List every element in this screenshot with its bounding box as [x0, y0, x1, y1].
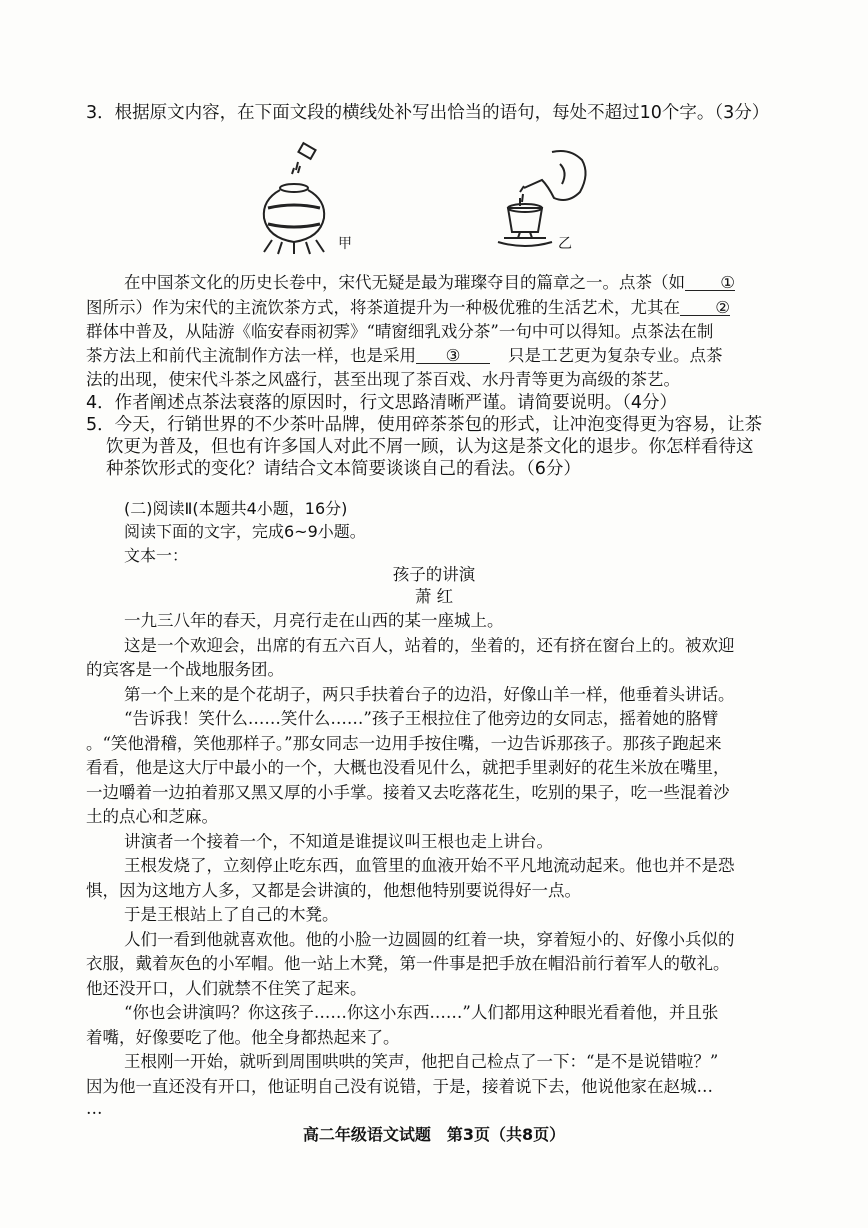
story-author: 萧 红 — [414, 587, 454, 606]
story-line: 衣服，戴着灰色的小军帽。他一站上木凳，第一件事是把手放在帽沿前行着军人的敬礼。 — [86, 954, 730, 973]
blank-3[interactable] — [416, 345, 490, 364]
story-line: 人们一看到他就喜欢他。他的小脸一边圆圆的红着一块，穿着短小的、好像小兵似的 — [124, 930, 735, 949]
section-2-heading: (二)阅读Ⅱ(本题共4小题，16分) — [124, 499, 348, 518]
q3-para-line-2 — [86, 297, 730, 319]
story-line: 。“笑他滑稽，笑他那样子。”那女同志一边用手按住嘴，一边告诉那孩子。那孩子跑起来 — [86, 734, 722, 753]
tea-pot-cup-illustration — [490, 146, 600, 258]
story-line: 土的点心和芝麻。 — [86, 807, 218, 826]
story-line: 于是王根站上了自己的木凳。 — [124, 905, 339, 924]
label-yi: 乙 — [558, 236, 572, 252]
question-5-line-2: 饮更为普及，但也有许多国人对此不屑一顾，认为这是茶文化的退步。你怎样看待这 — [106, 437, 754, 457]
q3-para-text-5: 只是工艺更为复杂专业。点茶 — [508, 346, 723, 365]
question-5-line-3: 种茶饮形式的变化？请结合文本简要谈谈自己的看法。（6分） — [106, 459, 581, 479]
story-line: “告诉我！笑什么……笑什么……”孩子王根拉住了他旁边的女同志，摇着她的胳臂 — [124, 709, 719, 728]
q3-para-line-4 — [86, 345, 723, 367]
blank-1-number: ① — [720, 273, 735, 292]
label-jia: 甲 — [338, 236, 352, 252]
blank-1[interactable] — [685, 272, 735, 291]
tea-jar-illustration — [252, 138, 352, 258]
story-line: 因为他一直还没有开口，他证明自己没有说错，于是，接着说下去，他说他家在赵城… — [86, 1077, 713, 1096]
section-2-instruction: 阅读下面的文字，完成6~9小题。 — [124, 522, 366, 541]
story-line: … — [86, 1099, 103, 1118]
q3-para-line-3: 群体中普及，从陆游《临安春雨初霁》“晴窗细乳戏分茶”一句中可以得知。点茶法在制 — [86, 322, 714, 341]
question-5-line-1: 5．今天，行销世界的不少茶叶品牌，使用碎茶茶包的形式，让冲泡变得更为容易，让茶 — [86, 415, 763, 435]
story-line: 惧，因为这地方人多，又都是会讲演的，他想他特别要说得好一点。 — [86, 881, 581, 900]
text-one-label: 文本一： — [124, 546, 189, 565]
story-line: 一边嚼着一边拍着那又黑又厚的小手掌。接着又去吃落花生，吃别的果子，吃一些混着沙 — [86, 783, 730, 802]
q3-para-text-2: 图所示）作为宋代的主流饮茶方式，将茶道提升为一种极优雅的生活艺术，尤其在 — [86, 298, 680, 317]
story-line: 讲演者一个接着一个，不知道是谁提议叫王根也走上讲台。 — [124, 832, 553, 851]
q3-para-text-4: 茶方法上和前代主流制作方法一样，也是采用 — [86, 346, 416, 365]
story-title: 孩子的讲演 — [392, 565, 476, 584]
q3-para-text-1: 在中国茶文化的历史长卷中，宋代无疑是最为璀璨夺目的篇章之一。点茶（如 — [124, 273, 685, 292]
question-4: 4．作者阐述点茶法衰落的原因时，行文思路清晰严谨。请简要说明。（4分） — [86, 393, 678, 413]
story-line: 这是一个欢迎会，出席的有五六百人，站着的，坐着的，还有挤在窗台上的。被欢迎 — [124, 636, 735, 655]
story-line: 一九三八年的春天，月亮行走在山西的某一座城上。 — [124, 611, 504, 630]
story-line: 着嘴，好像要吃了他。他全身都热起来了。 — [86, 1028, 400, 1047]
story-line: 看看，他是这大厅中最小的一个，大概也没看见什么，就把手里剥好的花生米放在嘴里， — [86, 758, 730, 777]
story-line: 王根刚一开始，就听到周围哄哄的笑声，他把自己检点了一下：“是不是说错啦？” — [124, 1052, 719, 1071]
q3-para-line-1 — [124, 272, 735, 294]
blank-3-number: ③ — [445, 346, 461, 365]
q3-para-line-5: 法的出现，使宋代斗茶之风盛行，甚至出现了茶百戏、水丹青等更为高级的茶艺。 — [86, 370, 680, 389]
blank-2[interactable] — [680, 297, 730, 316]
story-line: 的宾客是一个战地服务团。 — [86, 660, 284, 679]
story-line: “你也会讲演吗？你这孩子……你这小东西……”人们都用这种眼光看着他，并且张 — [124, 1003, 719, 1022]
story-line: 王根发烧了，立刻停止吃东西，血管里的血液开始不平凡地流动起来。他也并不是恐 — [124, 856, 735, 875]
story-line: 第一个上来的是个花胡子，两只手扶着台子的边沿，好像山羊一样，他垂着头讲话。 — [124, 685, 735, 704]
question-3: 3．根据原文内容，在下面文段的横线处补写出恰当的语句，每处不超过10个字。（3分） — [86, 103, 770, 123]
page-footer: 高二年级语文试题 第3页（共8页） — [302, 1125, 566, 1144]
blank-2-number: ② — [715, 298, 730, 317]
story-line: 他还没开口，人们就禁不住笑了起来。 — [86, 979, 367, 998]
